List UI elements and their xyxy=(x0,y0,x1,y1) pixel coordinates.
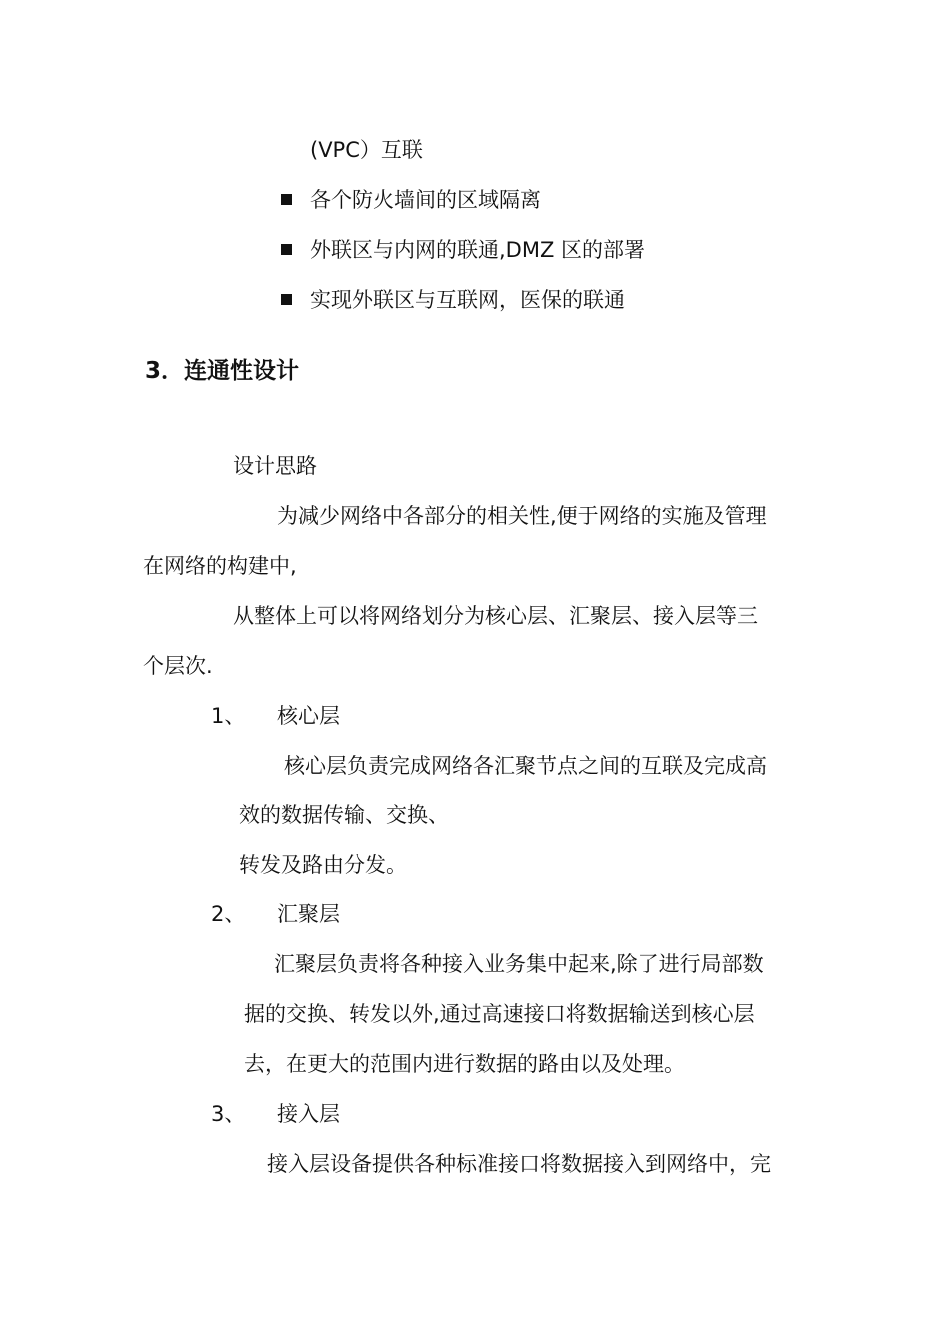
continuation-text: (VPC）互联 xyxy=(310,138,423,162)
section-heading xyxy=(145,356,299,386)
layer-desc-line: 汇聚层负责将各种接入业务集中起来,除了进行局部数 xyxy=(274,952,764,976)
layer-desc-line: 据的交换、转发以外,通过高速接口将数据输送到核心层 xyxy=(244,1002,755,1026)
layer-desc-line: 核心层负责完成网络各汇聚节点之间的互联及完成高 xyxy=(284,754,767,778)
section-number: 3． xyxy=(145,358,185,384)
square-bullet-icon xyxy=(281,194,292,205)
layer-number: 1、 xyxy=(211,704,246,728)
layer-name: 核心层 xyxy=(277,704,340,728)
square-bullet-icon xyxy=(281,294,292,305)
layer-desc-line: 去，在更大的范围内进行数据的路由以及处理。 xyxy=(244,1052,685,1076)
paragraph-line: 为减少网络中各部分的相关性,便于网络的实施及管理 xyxy=(277,504,767,528)
paragraph-line: 个层次. xyxy=(143,654,213,678)
layer-number: 2、 xyxy=(211,902,246,926)
layer-desc-line: 接入层设备提供各种标准接口将数据接入到网络中，完 xyxy=(267,1152,771,1176)
paragraph-line: 在网络的构建中, xyxy=(143,554,297,578)
bullet-item: 实现外联区与互联网，医保的联通 xyxy=(310,288,625,312)
section-title: 连通性设计 xyxy=(184,358,300,384)
layer-name: 接入层 xyxy=(277,1102,340,1126)
layer-name: 汇聚层 xyxy=(277,902,340,926)
square-bullet-icon xyxy=(281,244,292,255)
bullet-item: 各个防火墙间的区域隔离 xyxy=(310,188,541,212)
layer-desc-line: 转发及路由分发。 xyxy=(239,853,407,877)
bullet-item: 外联区与内网的联通,DMZ 区的部署 xyxy=(310,238,646,262)
paragraph-line: 从整体上可以将网络划分为核心层、汇聚层、接入层等三 xyxy=(233,604,758,628)
design-idea-label: 设计思路 xyxy=(233,454,317,478)
layer-desc-line: 效的数据传输、交换、 xyxy=(239,803,449,827)
layer-number: 3、 xyxy=(211,1102,246,1126)
